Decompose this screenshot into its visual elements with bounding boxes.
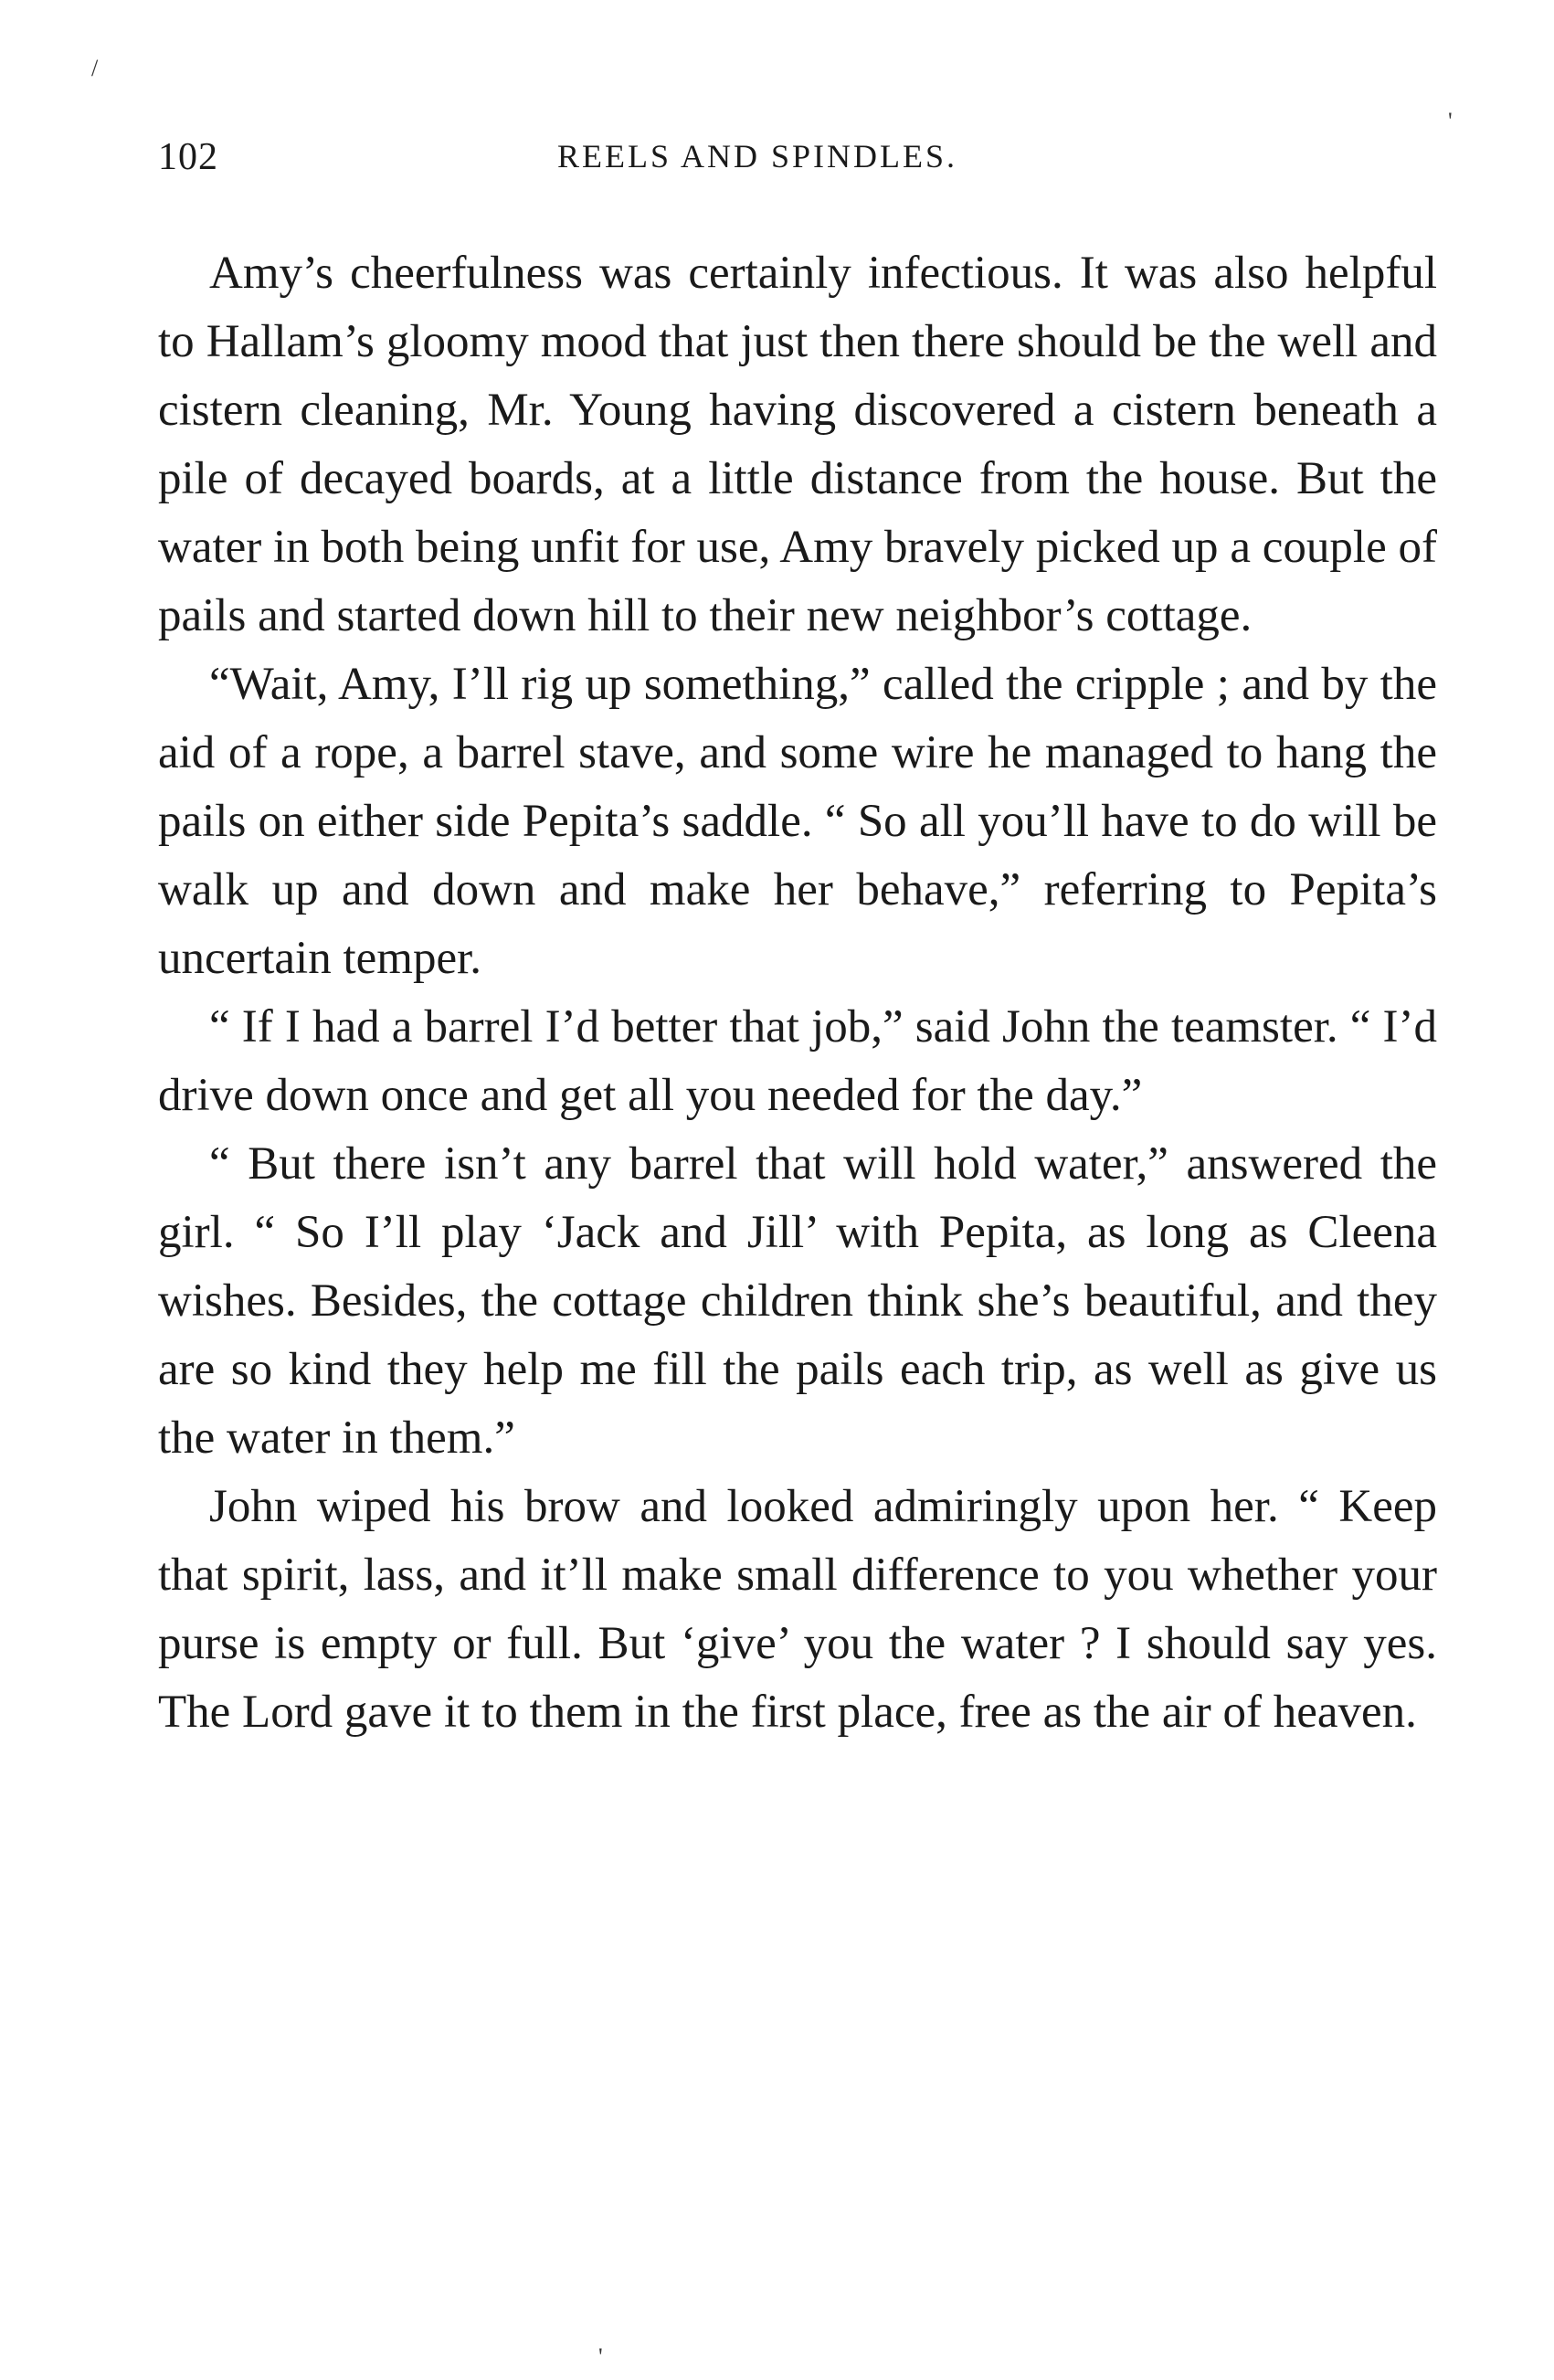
paragraph: “Wait, Amy, I’ll rig up something,” called the cripple ; and by the aid of a rope, a barrel stave, and some wire he managed to hang the pails on either side Pepita’s saddle. “ So all you’ll have to do will be walk up and down and make her behave,” referring to Pepita’s uncertain temper. <box>158 659 1437 984</box>
scan-speck: ' <box>598 2343 603 2370</box>
page-number: 102 <box>158 136 218 178</box>
scan-speck: ' <box>1448 108 1453 134</box>
paragraph: “ But there isn’t any barrel that will hold water,” answered the girl. “ So I’ll play ‘Jack and Jill’ with Pepita, as long as Cleena wishes. Besides, the cottage children think she’s beautiful, and they are so kind they help me fill the pails each trip, as well as give us the water in them.” <box>158 1138 1437 1464</box>
scan-speck: / <box>91 55 99 81</box>
paragraph: Amy’s cheerfulness was certainly infectious. It was also helpful to Hallam’s gloomy mood that just then there should be the well and cistern cleaning, Mr. Young having discovered a cistern beneath a pile of decayed boards, at a little distance from the house. But the water in both being unfit for use, Amy bravely picked up a couple of pails and started down hill to their new neighbor’s cottage. <box>158 248 1437 641</box>
body-text <box>158 239 1437 1747</box>
paragraph: John wiped his brow and looked admiringly upon her. “ Keep that spirit, lass, and it’ll make small difference to you whether your purse is empty or full. But ‘give’ you the water ? I should say yes. The Lord gave it to them in the first place, free as the air of heaven. <box>158 1481 1437 1738</box>
paragraph: “ If I had a barrel I’d better that job,” said John the teamster. “ I’d drive down once and get all you needed for the day.” <box>158 1001 1437 1121</box>
running-title: REELS AND SPINDLES. <box>557 138 958 175</box>
running-head <box>158 135 1437 190</box>
